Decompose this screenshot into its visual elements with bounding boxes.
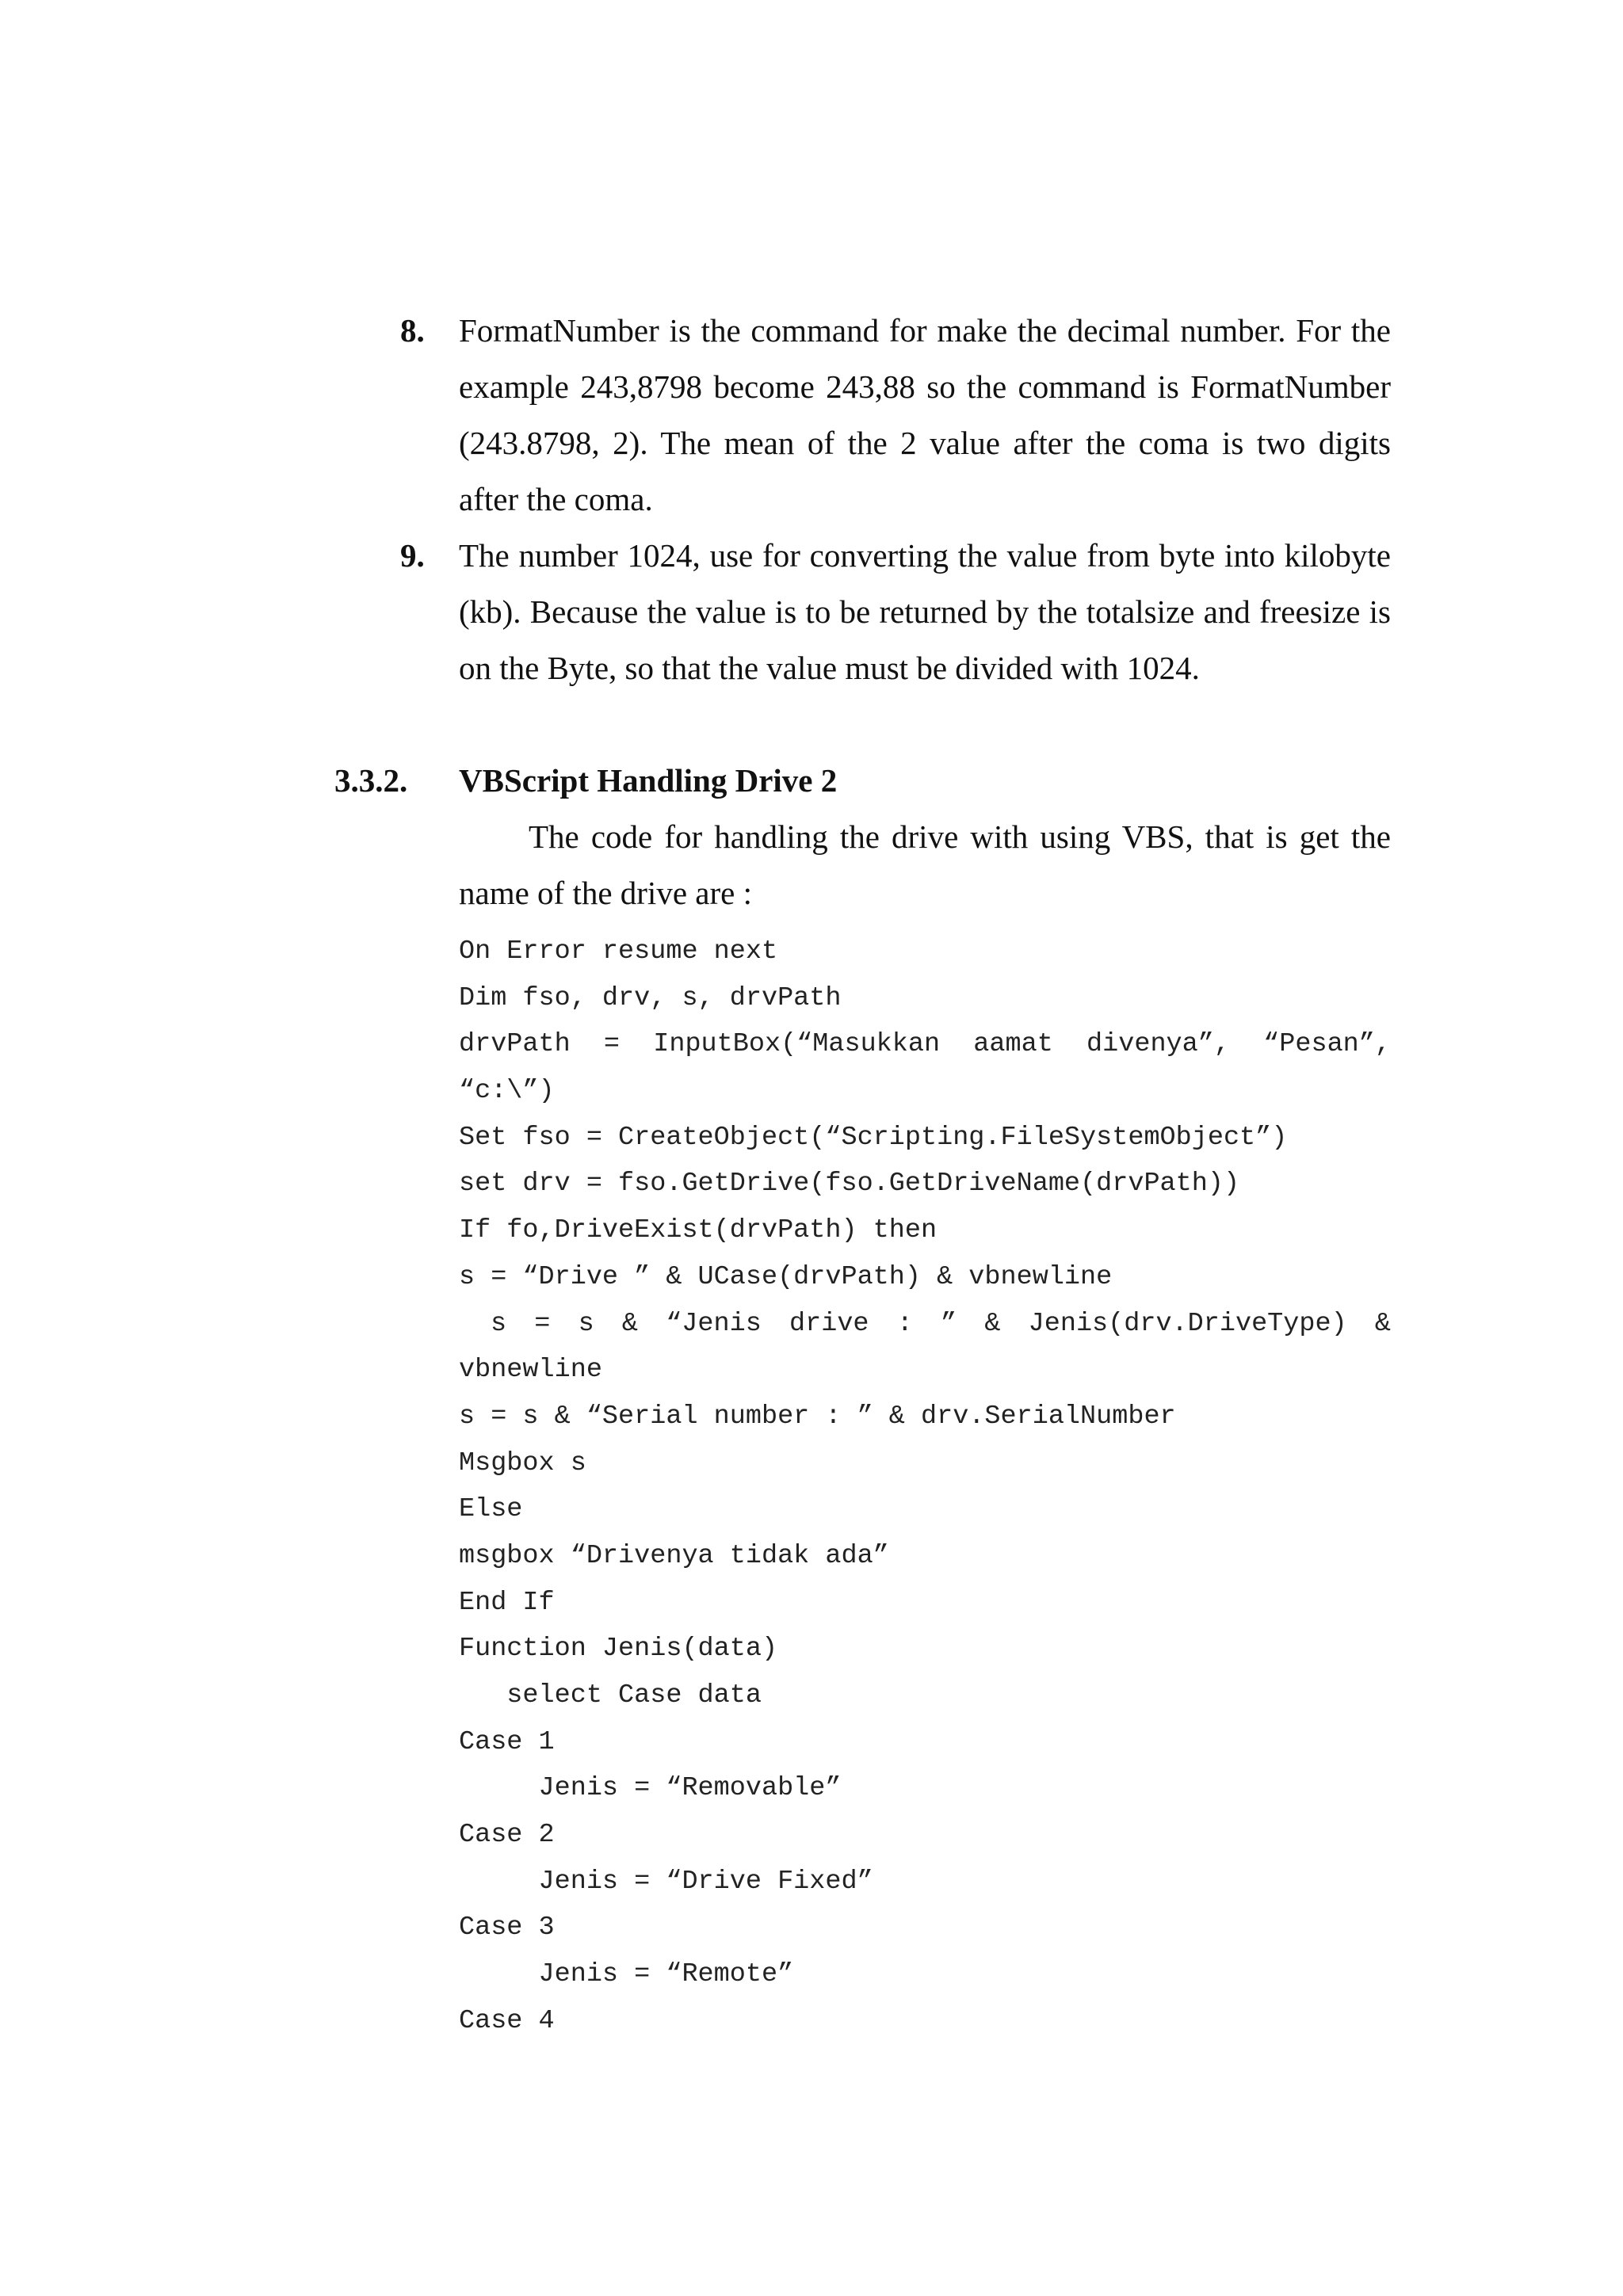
list-item-number: 9. xyxy=(400,537,425,574)
code-line: End If xyxy=(459,1587,555,1618)
code-listing xyxy=(459,929,1391,2045)
list-item-line: FormatNumber is the command for make the decimal number. For the xyxy=(459,312,1391,349)
list-item-line: (243.8798, 2). The mean of the 2 value after the coma is two digits xyxy=(459,425,1391,461)
code-line: Jenis = “Drive Fixed” xyxy=(459,1866,873,1897)
intro-line: The code for handling the drive with using VBS, that is get the xyxy=(529,818,1391,855)
code-line: Set fso = CreateObject(“Scripting.FileSystemObject”) xyxy=(459,1122,1288,1153)
code-line: “c:\”) xyxy=(459,1076,555,1107)
code-line: Jenis = “Remote” xyxy=(459,1959,794,1990)
section-title: VBScript Handling Drive 2 xyxy=(459,762,838,799)
list-item-line: (kb). Because the value is to be returned by the totalsize and freesize is xyxy=(459,593,1391,630)
code-line: On Error resume next xyxy=(459,936,778,967)
code-line: set drv = fso.GetDrive(fso.GetDriveName(drvPath)) xyxy=(459,1169,1240,1199)
code-line: If fo,DriveExist(drvPath) then xyxy=(459,1215,938,1246)
code-line: msgbox “Drivenya tidak ada” xyxy=(459,1540,889,1571)
code-line: s = s & “Jenis drive : ” & Jenis(drv.DriveType) & xyxy=(491,1308,1391,1339)
list-item-line: example 243,8798 become 243,88 so the command is FormatNumber xyxy=(459,368,1391,405)
code-line: Case 3 xyxy=(459,1913,555,1943)
section-number: 3.3.2. xyxy=(334,762,408,799)
code-line: s = “Drive ” & UCase(drvPath) & vbnewline xyxy=(459,1261,1113,1292)
intro-line: name of the drive are : xyxy=(459,875,752,911)
list-item-number: 8. xyxy=(400,312,425,349)
code-line: Case 2 xyxy=(459,1820,555,1851)
code-line: drvPath = InputBox(“Masukkan aamat divenya”, “Pesan”, xyxy=(459,1029,1391,1060)
list-item-line: The number 1024, use for converting the value from byte into kilobyte xyxy=(459,537,1391,574)
code-line: vbnewline xyxy=(459,1355,602,1386)
code-line: Else xyxy=(459,1494,523,1525)
list-item-line: after the coma. xyxy=(459,481,653,517)
code-line: Dim fso, drv, s, drvPath xyxy=(459,982,842,1013)
code-line: Msgbox s xyxy=(459,1447,586,1478)
code-line: select Case data xyxy=(459,1680,762,1711)
list-item-line: on the Byte, so that the value must be divided with 1024. xyxy=(459,650,1200,686)
code-line: Function Jenis(data) xyxy=(459,1634,778,1665)
code-line: Case 4 xyxy=(459,2005,555,2036)
code-line: s = s & “Serial number : ” & drv.SerialNumber xyxy=(459,1401,1176,1432)
code-line: Jenis = “Removable” xyxy=(459,1773,842,1804)
code-line: Case 1 xyxy=(459,1726,555,1757)
